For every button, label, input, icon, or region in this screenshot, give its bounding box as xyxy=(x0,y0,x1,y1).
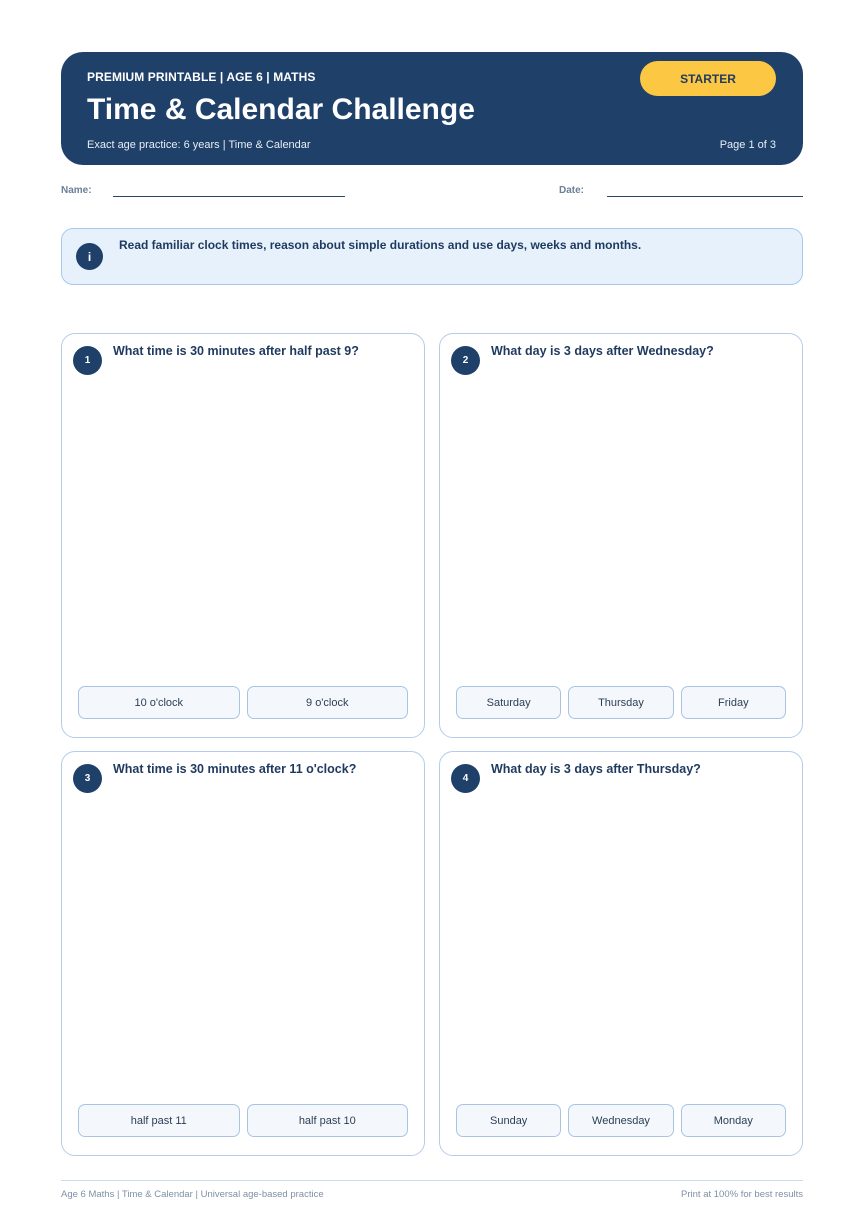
instructions-text: Read familiar clock times, reason about simple durations and use days, weeks and months. xyxy=(119,238,642,252)
answer-option[interactable]: Monday xyxy=(681,1104,786,1137)
date-field[interactable] xyxy=(607,196,803,197)
answer-option[interactable]: half past 11 xyxy=(78,1104,240,1137)
question-number: 2 xyxy=(451,346,480,375)
answer-option[interactable]: Wednesday xyxy=(568,1104,673,1137)
answer-option[interactable]: Sunday xyxy=(456,1104,561,1137)
question-number: 4 xyxy=(451,764,480,793)
question-number: 3 xyxy=(73,764,102,793)
page-title: Time & Calendar Challenge xyxy=(87,93,475,126)
name-field[interactable] xyxy=(113,196,345,197)
header-kicker: PREMIUM PRINTABLE | AGE 6 | MATHS xyxy=(87,70,316,84)
answer-options xyxy=(456,686,786,719)
answer-option[interactable]: half past 10 xyxy=(247,1104,409,1137)
question-card xyxy=(439,333,803,738)
answer-option[interactable]: 9 o'clock xyxy=(247,686,409,719)
footer-divider xyxy=(61,1180,803,1181)
question-text: What time is 30 minutes after half past 9? xyxy=(113,344,359,358)
answer-options xyxy=(78,686,408,719)
page-indicator: Page 1 of 3 xyxy=(719,139,776,151)
question-text: What day is 3 days after Wednesday? xyxy=(491,344,714,358)
worksheet-header xyxy=(61,52,803,165)
question-text: What day is 3 days after Thursday? xyxy=(491,762,701,776)
question-number: 1 xyxy=(73,346,102,375)
instructions-box xyxy=(61,228,803,285)
date-label: Date: xyxy=(559,185,585,196)
level-badge: STARTER xyxy=(640,61,776,96)
answer-option[interactable]: Thursday xyxy=(568,686,673,719)
footer-description: Age 6 Maths | Time & Calendar | Universal age-based practice xyxy=(61,1189,324,1200)
footer-print-note: Print at 100% for best results xyxy=(681,1189,803,1200)
answer-option[interactable]: 10 o'clock xyxy=(78,686,240,719)
question-card xyxy=(61,751,425,1156)
header-subtitle: Exact age practice: 6 years | Time & Calendar xyxy=(87,139,311,151)
question-card xyxy=(61,333,425,738)
answer-option[interactable]: Friday xyxy=(681,686,786,719)
answer-option[interactable]: Saturday xyxy=(456,686,561,719)
answer-options xyxy=(456,1104,786,1137)
answer-options xyxy=(78,1104,408,1137)
info-icon: i xyxy=(76,243,103,270)
question-text: What time is 30 minutes after 11 o'clock? xyxy=(113,762,357,776)
question-card xyxy=(439,751,803,1156)
name-label: Name: xyxy=(61,185,92,196)
